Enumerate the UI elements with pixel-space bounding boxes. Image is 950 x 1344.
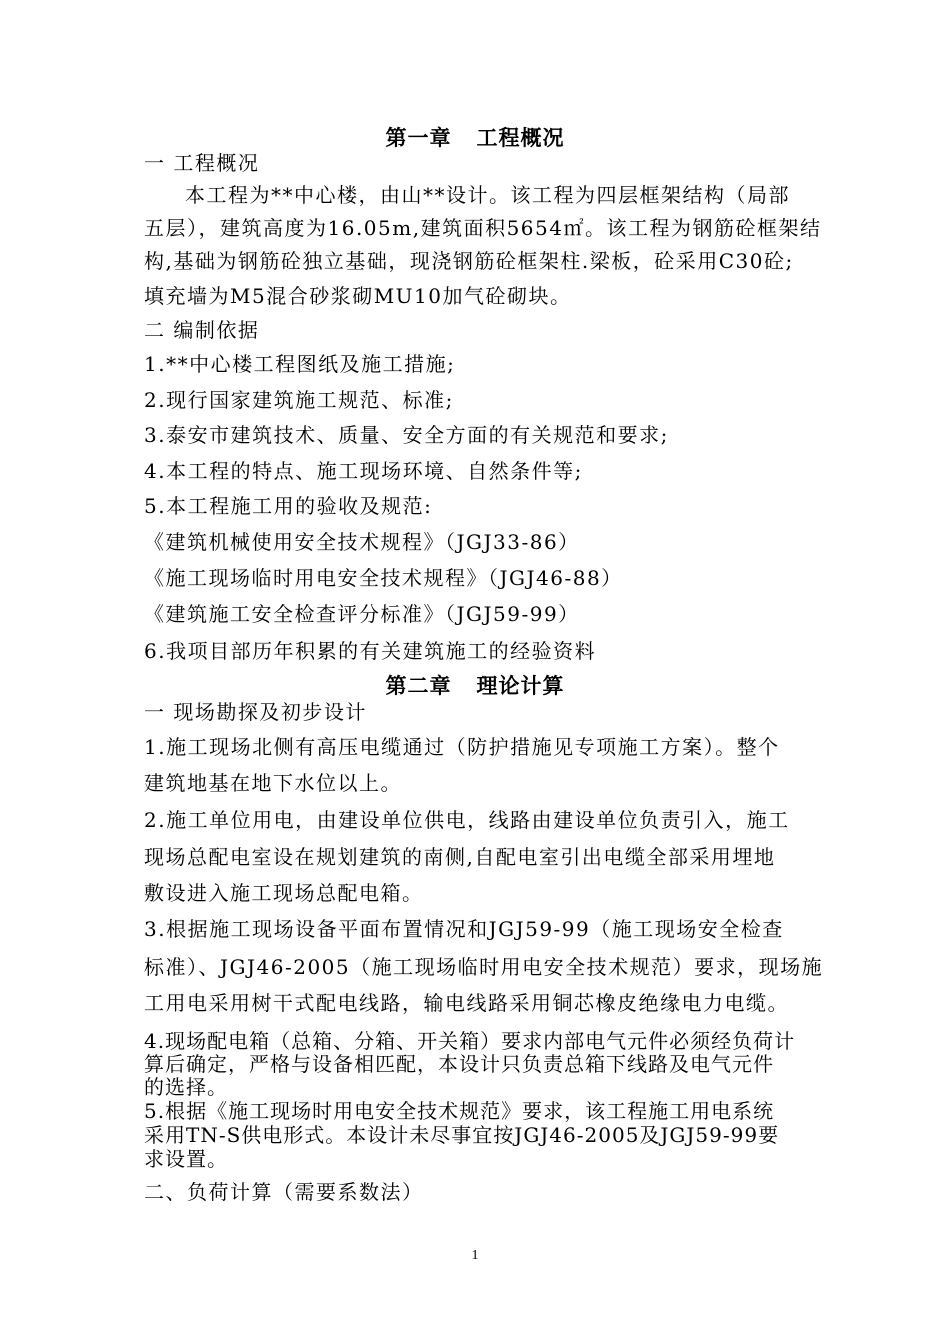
chapter-2-title: 第二章 理论计算 bbox=[385, 674, 565, 698]
basis-list-item: 《建筑机械使用安全技术规程》（JGJ33-86） bbox=[144, 530, 580, 554]
survey-item-line: 建筑地基在地下水位以上。 bbox=[144, 771, 402, 795]
overview-paragraph-line: 构,基础为钢筋砼独立基础，现浇钢筋砼框架柱.梁板，砼采用C30砼; bbox=[144, 249, 794, 273]
survey-item-line: 4.现场配电箱（总箱、分箱、开关箱）要求内部电气元件必须经负荷计 bbox=[144, 1029, 796, 1053]
survey-item-line: 敷设进入施工现场总配电箱。 bbox=[144, 881, 424, 905]
section-heading-overview: 一 工程概况 bbox=[144, 151, 260, 175]
survey-item-line: 标准）、JGJ46-2005（施工现场临时用电安全技术规范）要求，现场施 bbox=[144, 955, 824, 979]
survey-item-line: 的选择。 bbox=[144, 1075, 228, 1099]
section-heading-load-calculation: 二、负荷计算（需要系数法） bbox=[144, 1180, 424, 1204]
section-heading-basis: 二 编制依据 bbox=[144, 318, 260, 342]
section-heading-survey: 一 现场勘探及初步设计 bbox=[144, 700, 367, 724]
basis-list-item: 6.我项目部历年积累的有关建筑施工的经验资料 bbox=[144, 639, 597, 663]
survey-item-line: 3.根据施工现场设备平面布置情况和JGJ59-99（施工现场安全检查 bbox=[144, 917, 784, 941]
survey-item-line: 2.施工单位用电，由建设单位供电，线路由建设单位负责引入，施工 bbox=[144, 808, 790, 832]
survey-item-line: 求设置。 bbox=[144, 1147, 228, 1171]
survey-item-line: 工用电采用树干式配电线路，输电线路采用铜芯橡皮绝缘电力电缆。 bbox=[144, 991, 789, 1015]
basis-list-item: 4.本工程的特点、施工现场环境、自然条件等; bbox=[144, 459, 583, 483]
overview-paragraph-line: 本工程为**中心楼，由山**设计。该工程为四层框架结构（局部 bbox=[185, 183, 790, 207]
basis-list-item: 1.**中心楼工程图纸及施工措施; bbox=[144, 352, 456, 376]
overview-paragraph-line: 五层），建筑高度为16.05m,建筑面积5654㎡。该工程为钢筋砼框架结 bbox=[144, 216, 822, 240]
survey-item-line: 算后确定，严格与设备相匹配，本设计只负责总箱下线路及电气元件 bbox=[144, 1052, 774, 1076]
survey-item-line: 1.施工现场北侧有高压电缆通过（防护措施见专项施工方案）。整个 bbox=[144, 735, 780, 759]
basis-list-item: 2.现行国家建筑施工规范、标准; bbox=[144, 388, 454, 412]
overview-paragraph-line: 填充墙为M5混合砂浆砌MU10加气砼砌块。 bbox=[144, 284, 572, 308]
basis-list-item: 3.泰安市建筑技术、质量、安全方面的有关规范和要求; bbox=[144, 423, 669, 447]
basis-list-item: 《施工现场临时用电安全技术规程》（JGJ46-88） bbox=[144, 566, 623, 590]
basis-list-item: 《建筑施工安全检查评分标准》（JGJ59-99） bbox=[144, 602, 580, 626]
survey-item-line: 现场总配电室设在规划建筑的南侧,自配电室引出电缆全部采用埋地 bbox=[144, 845, 776, 869]
survey-item-line: 采用TN-S供电形式。本设计未尽事宜按JGJ46-2005及JGJ59-99要 bbox=[144, 1123, 780, 1147]
survey-item-line: 5.根据《施工现场时用电安全技术规范》要求，该工程施工用电系统 bbox=[144, 1099, 775, 1123]
chapter-1-title: 第一章 工程概况 bbox=[385, 126, 565, 150]
basis-list-item: 5.本工程施工用的验收及规范: bbox=[144, 494, 433, 518]
page-number: 1 bbox=[471, 1248, 479, 1263]
